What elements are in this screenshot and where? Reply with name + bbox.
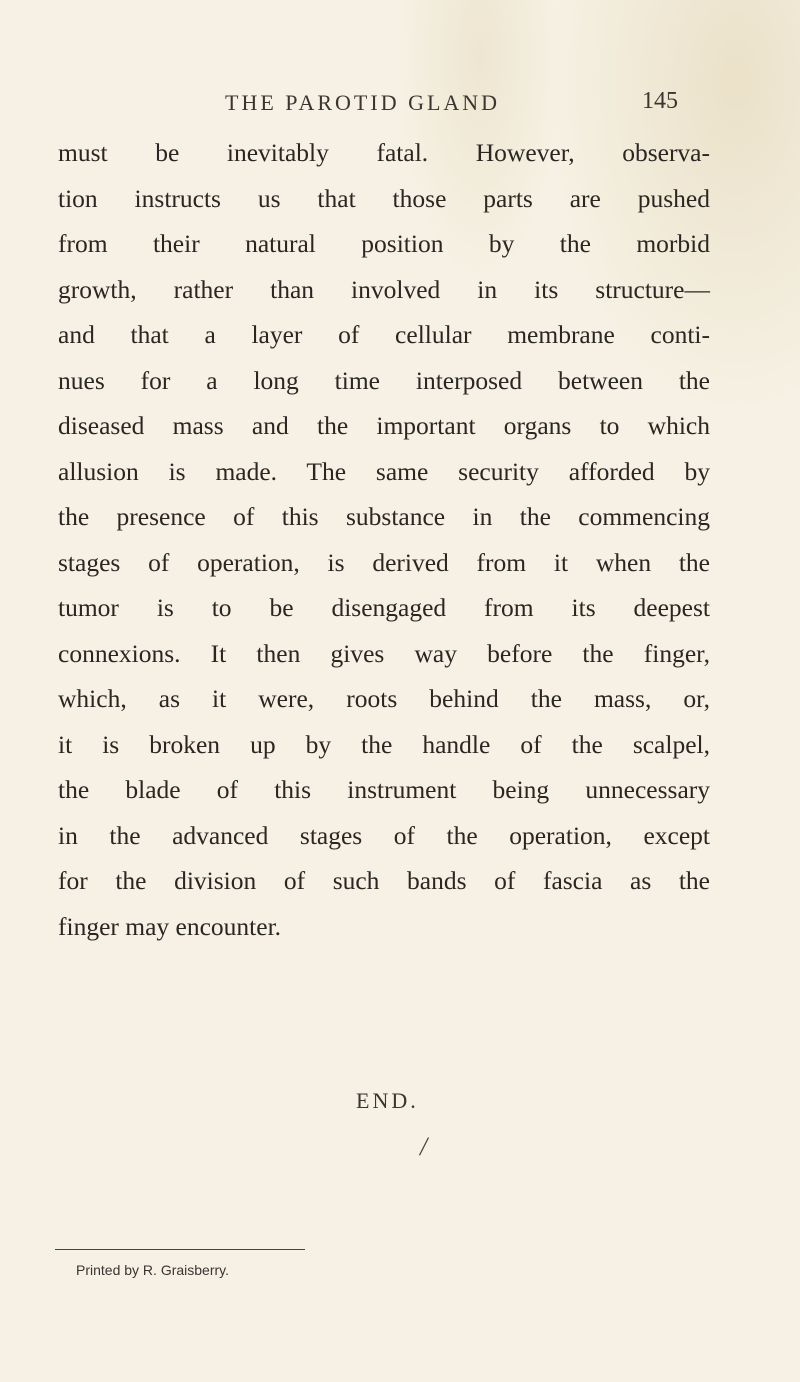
text-line: tumor is to be disengaged from its deepest — [58, 593, 710, 622]
text-line: from their natural position by the morbid — [58, 229, 710, 258]
text-line: diseased mass and the important organs to which — [58, 411, 710, 440]
text-line: nues for a long time interposed between the — [58, 365, 710, 395]
text-line: connexions. It then gives way before the finger, — [58, 638, 710, 668]
stray-pen-mark: / — [420, 1132, 428, 1161]
running-title: THE PAROTID GLAND — [225, 90, 501, 115]
text-line-last: finger may encounter. — [58, 911, 282, 941]
text-line: and that a layer of cellular membrane conti- — [58, 320, 710, 349]
text-line: growth, rather than involved in its structure— — [58, 274, 710, 304]
running-head — [0, 90, 800, 120]
end-mark: END. — [356, 1088, 419, 1113]
text-line: the presence of this substance in the commencing — [58, 502, 710, 531]
imprint-rule — [55, 1249, 305, 1250]
text-line: allusion is made. The same security afforded by — [58, 456, 710, 486]
text-line: tion instructs us that those parts are pushed — [58, 183, 710, 213]
text-line: it is broken up by the handle of the scalpel, — [58, 729, 710, 759]
body-text — [58, 130, 710, 949]
page-number: 145 — [642, 88, 678, 114]
text-line: stages of operation, is derived from it when the — [58, 547, 710, 577]
text-line: the blade of this instrument being unnecessary — [58, 775, 710, 804]
text-line: in the advanced stages of the operation, except — [58, 820, 710, 850]
text-line: for the division of such bands of fascia as the — [58, 866, 710, 895]
printer-imprint: Printed by R. Graisberry. — [76, 1262, 230, 1278]
text-line: must be inevitably fatal. However, observa- — [58, 138, 710, 167]
text-line: which, as it were, roots behind the mass, or, — [58, 684, 710, 713]
